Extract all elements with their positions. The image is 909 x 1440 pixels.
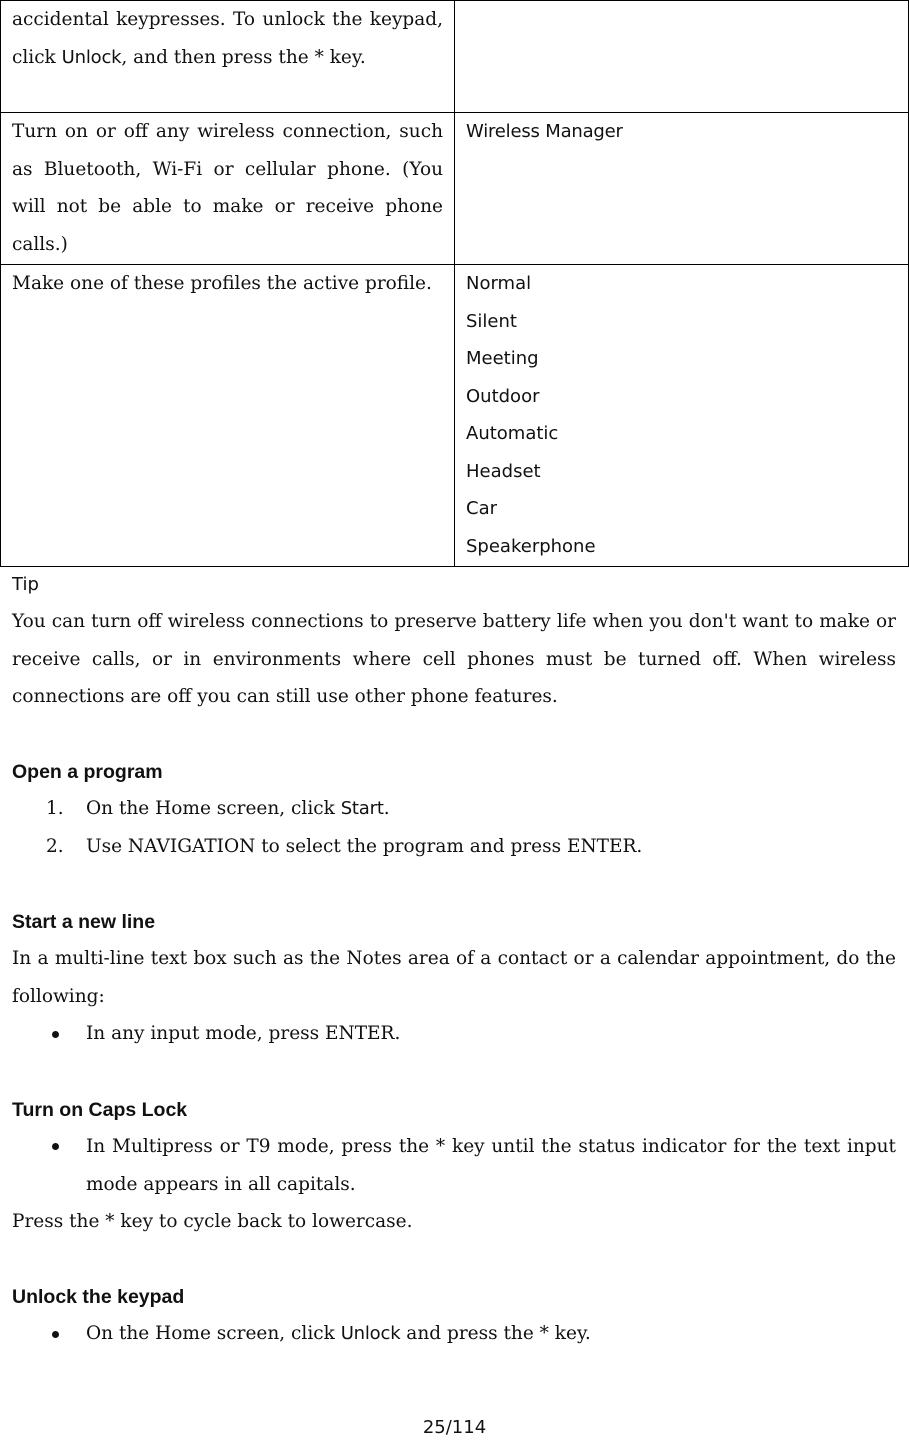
new-line-intro: In a multi-line text box such as the Notes area of a contact or a calendar appointment, do the following: bbox=[12, 948, 896, 1007]
step-item: On the Home screen, click Start. bbox=[86, 798, 390, 819]
profile-item: Headset bbox=[466, 460, 541, 482]
bullet-icon bbox=[52, 1143, 59, 1150]
unlock-term: Unlock bbox=[61, 46, 122, 68]
table-cell-item bbox=[455, 1, 909, 113]
bullet-item: In Multipress or T9 mode, press the * key until the status indicator for the text input mode appears in all capitals. bbox=[86, 1136, 896, 1195]
tip-text: You can turn off wireless connections to preserve battery life when you don't want to make or receive calls, or in environments where cell phones must be turned off. When wireless connections are off you can still use other phone features. bbox=[12, 611, 896, 707]
caps-lock-heading: Turn on Caps Lock bbox=[12, 1099, 188, 1121]
step-number: 2. bbox=[46, 836, 64, 857]
bullet-item: On the Home screen, click Unlock and press the * key. bbox=[86, 1323, 591, 1344]
settings-table bbox=[0, 0, 909, 567]
bullet-icon bbox=[52, 1031, 59, 1038]
table-cell-item bbox=[455, 265, 909, 567]
new-line-heading: Start a new line bbox=[12, 911, 156, 933]
table-row bbox=[1, 113, 909, 265]
table-row bbox=[1, 265, 909, 567]
step-number: 1. bbox=[46, 798, 64, 819]
profile-item: Meeting bbox=[466, 348, 539, 369]
table-cell-item bbox=[455, 113, 909, 265]
profile-list bbox=[466, 265, 897, 565]
profile-item: Automatic bbox=[466, 423, 559, 444]
start-term: Start bbox=[340, 798, 384, 819]
profile-item: Normal bbox=[466, 273, 532, 294]
step-item: Use NAVIGATION to select the program and press ENTER. bbox=[86, 836, 643, 857]
profile-item: Outdoor bbox=[466, 385, 540, 407]
profile-item: Silent bbox=[466, 310, 517, 332]
unlock-keypad-heading: Unlock the keypad bbox=[12, 1286, 185, 1308]
table-cell-description: Turn on or off any wireless connection, such as Bluetooth, Wi-Fi or cellular phone. (You will not be able to make or receive phone calls.) bbox=[1, 113, 455, 265]
profile-item: Speakerphone bbox=[466, 535, 596, 557]
table-row bbox=[1, 1, 909, 113]
caps-lock-note: Press the * key to cycle back to lowercase. bbox=[12, 1211, 413, 1232]
table-cell-description: Make one of these profiles the active profile. bbox=[1, 265, 455, 567]
unlock-term: Unlock bbox=[340, 1323, 401, 1344]
page-number: 25/114 bbox=[422, 1417, 487, 1438]
profile-item: Car bbox=[466, 498, 497, 519]
wireless-manager-term: Wireless Manager bbox=[466, 121, 623, 142]
table-cell-description: accidental keypresses. To unlock the keypad, click Unlock, and then press the * key. bbox=[1, 1, 455, 113]
bullet-icon bbox=[52, 1331, 59, 1338]
bullet-item: In any input mode, press ENTER. bbox=[86, 1023, 401, 1044]
open-program-heading: Open a program bbox=[12, 761, 163, 783]
tip-label: Tip bbox=[12, 574, 39, 595]
